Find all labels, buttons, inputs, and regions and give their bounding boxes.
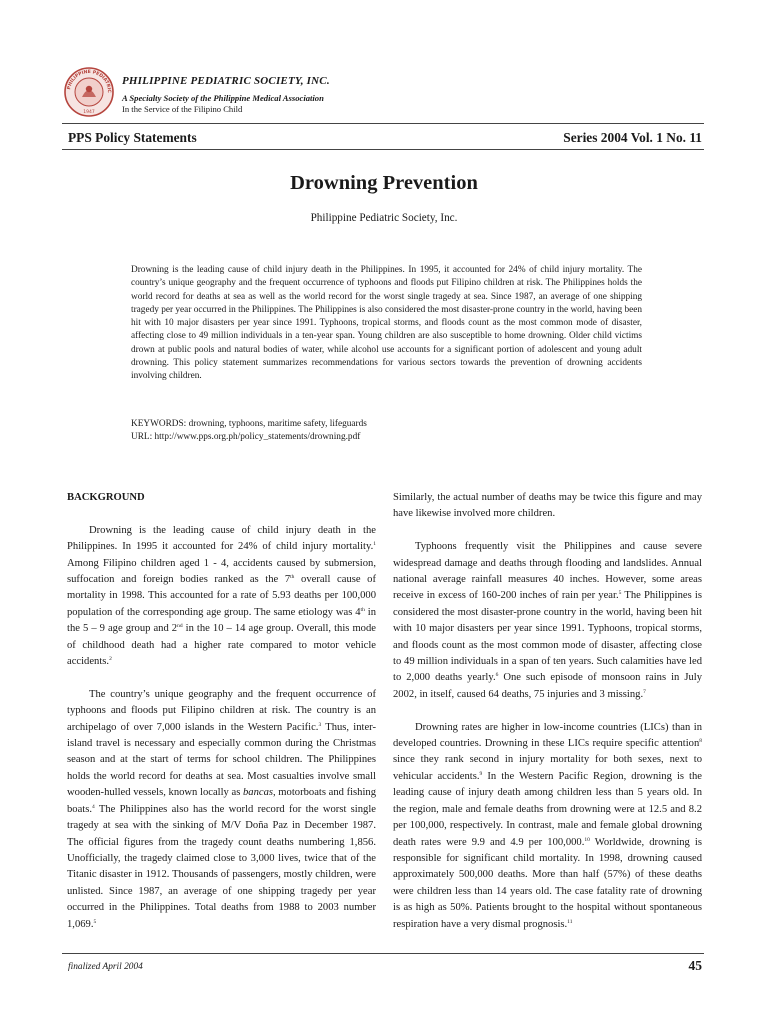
society-seal-logo bbox=[64, 67, 114, 117]
reference-marker: 6 bbox=[495, 672, 499, 679]
ordinal-suffix: nd bbox=[177, 623, 183, 630]
reference-marker: 7 bbox=[643, 688, 646, 695]
reference-marker: 8 bbox=[699, 738, 702, 745]
text-run: One such episode of monsoon rains in July 2002, in itself, caused 64 deaths, 75 injuries and 3 missing. bbox=[393, 672, 702, 700]
right-paragraph-3 bbox=[393, 720, 702, 933]
url-line: URL: http://www.pps.org.ph/policy_statements/drowning.pdf bbox=[131, 432, 361, 442]
text-run: The country’s unique geography and the frequent occurrence of typhoons and floods put Filipino children at risk. The country is an archipelago of over 7,000 islands in the Western Pacific. bbox=[67, 688, 376, 733]
finalized-date: finalized April 2004 bbox=[68, 962, 143, 972]
article-author: Philippine Pediatric Society, Inc. bbox=[310, 212, 458, 224]
left-column bbox=[67, 490, 376, 933]
text-run: The Philippines is considered the most disaster-prone country in the world, having been hit with 10 major disasters per year since 1991. Typhoons, tropical storms, and floods count as the most common mode of disaster, affecting close to 49 million individuals in a span of ten years. Such calamities have led to 2,000 deaths yearly. bbox=[393, 590, 702, 684]
text-run: The Philippines also has the world record for the worst single tragedy at sea with the sinking of M/V Doña Paz in December 1987. The official figures from the tragedy count deaths numbering 1,856. Unofficially, the tragedy claimed close to 3,000 lives, twice that of the Titanic disaster in 1912. Thousands of passengers, mostly children, were unlisted. Since 1987, an average of one shipping tragedy per year occurred in the Philippines. Total deaths from 1988 to 2003 number 1,069. bbox=[67, 803, 376, 930]
italic-term: bancas bbox=[242, 787, 273, 799]
text-run: Among Filipino children aged 1 - 4, accidents caused by submersion, suffocation and foreign bodies ranked as the 7 bbox=[67, 557, 376, 586]
text-run: Thus, inter-island travel is necessary and especially common during the Christmas season and at the start of terms for school children. The Philippines holds the world record for deaths at sea. Most casualties involve small wooden-hulled vessels, known locally as bbox=[67, 721, 377, 799]
left-paragraph-1 bbox=[67, 523, 376, 671]
right-paragraph-2 bbox=[393, 539, 702, 703]
header-top-rule bbox=[62, 123, 704, 124]
ordinal-suffix: th bbox=[360, 606, 365, 613]
article-title: Drowning Prevention bbox=[290, 172, 478, 194]
header-bottom-rule bbox=[62, 149, 704, 150]
section-label: PPS Policy Statements bbox=[68, 130, 197, 145]
reference-marker: 10 bbox=[584, 836, 590, 843]
ordinal-suffix: th bbox=[290, 574, 295, 581]
text-run: , motorboats and fishing boats. bbox=[67, 787, 377, 815]
text-run: Drowning rates are higher in low-income countries (LICs) than in developed countries. Drowning in these LICs require specific attention bbox=[393, 721, 702, 750]
society-subtitle: A Specialty Society of the Philippine Medical Association bbox=[122, 93, 324, 103]
footer-rule bbox=[62, 953, 704, 954]
reference-marker: 3 bbox=[318, 721, 322, 728]
text-run: Worldwide, drowning is responsible for significant child mortality. In 1998, drowning caused approximately 500,000 deaths. More than half (57%) of these deaths were children less than 14 years old. The case fatality rate of drowning is as high as 50%. Patients brought to the hospital without spontaneous respiration have a very dismal prognosis. bbox=[393, 836, 702, 930]
text-run: In the Western Pacific Region, drowning is the leading cause of injury death among children less than 5 years old. In the region, male and female deaths from drowning were at 12.5 and 8.2 per 100,000, respectively. In contrast, male and female global drowning death rates were 9.9 and 4.9 per 100,000. bbox=[393, 770, 703, 848]
abstract: Drowning is the leading cause of child injury death in the Philippines. In 1995, it accounted for 24% of child injury mortality. The country’s unique geography and the frequent occurrence of typhoons and floods put Filipino children at risk. The Philippines holds the world record for deaths at sea as well as the world record for the worst single tragedy at sea. Since 1987, an average of one shipping tragedy per year occurred in the Philippines. The Philippines is also considered the most disaster-prone country in the world, having been hit with 10 major disasters per year since 1991. Typhoons, tropical storms, and floods count as the most common mode of disaster, affecting close to 49 million individuals in a ten-year span. Young children are also susceptible to home drowning. Older child victims drown at public pools and natural bodies of water, while alcohol use accounts for a significant portion of adolescent and young adult drowning. This policy statement summarizes recommendations for various sectors towards the prevention of drowning accidents involving children. bbox=[131, 265, 642, 382]
text-run: overall cause of mortality in 1998. This accounted for a rate of 5.93 deaths per 100,000 population of the corresponding age group. The same etiology was 4 bbox=[67, 574, 376, 618]
right-column bbox=[393, 490, 702, 933]
page-number: 45 bbox=[688, 958, 702, 973]
text-run: since they rank second in injury mortality for both sexes, next to vehicular accidents. bbox=[393, 754, 702, 782]
seal-year: 1947 bbox=[83, 110, 95, 115]
text-run: Drowning is the leading cause of child injury death in the Philippines. In 1995 it accounted for 24% of child injury mortality. bbox=[67, 524, 376, 553]
text-run: in the 10 – 14 age group. Overall, this mode of childhood death had a higher rate compared to motor vehicle accidents. bbox=[67, 623, 376, 668]
reference-marker: 2 bbox=[109, 656, 112, 663]
text-run: in the 5 – 9 age group and 2 bbox=[67, 606, 376, 635]
left-paragraph-2 bbox=[67, 687, 376, 933]
keywords-line: KEYWORDS: drowning, typhoons, maritime safety, lifeguards bbox=[131, 419, 367, 429]
society-name: PHILIPPINE PEDIATRIC SOCIETY, INC. bbox=[122, 75, 330, 87]
reference-marker: 11 bbox=[567, 918, 573, 925]
reference-marker: 1 bbox=[373, 541, 376, 548]
reference-marker: 4 bbox=[92, 803, 95, 810]
series-label: Series 2004 Vol. 1 No. 11 bbox=[563, 130, 702, 145]
background-heading: BACKGROUND bbox=[67, 492, 145, 503]
text-run: Typhoons frequently visit the Philippines and cause severe widespread damage and deaths through flooding and landslides. Annual national average rainfall measures 40 inches. However, some areas receive in excess of 160-200 inches of rain per year. bbox=[393, 541, 702, 602]
right-paragraph-1: Similarly, the actual number of deaths may be twice this figure and may have likewise involved more children. bbox=[393, 492, 702, 520]
reference-marker: 5 bbox=[93, 918, 97, 925]
society-tagline: In the Service of the Filipino Child bbox=[122, 104, 243, 114]
seal-text: PHILIPPINE PEDIATRIC bbox=[67, 69, 112, 93]
reference-marker: 9 bbox=[479, 770, 483, 777]
reference-marker: 5 bbox=[618, 590, 622, 597]
